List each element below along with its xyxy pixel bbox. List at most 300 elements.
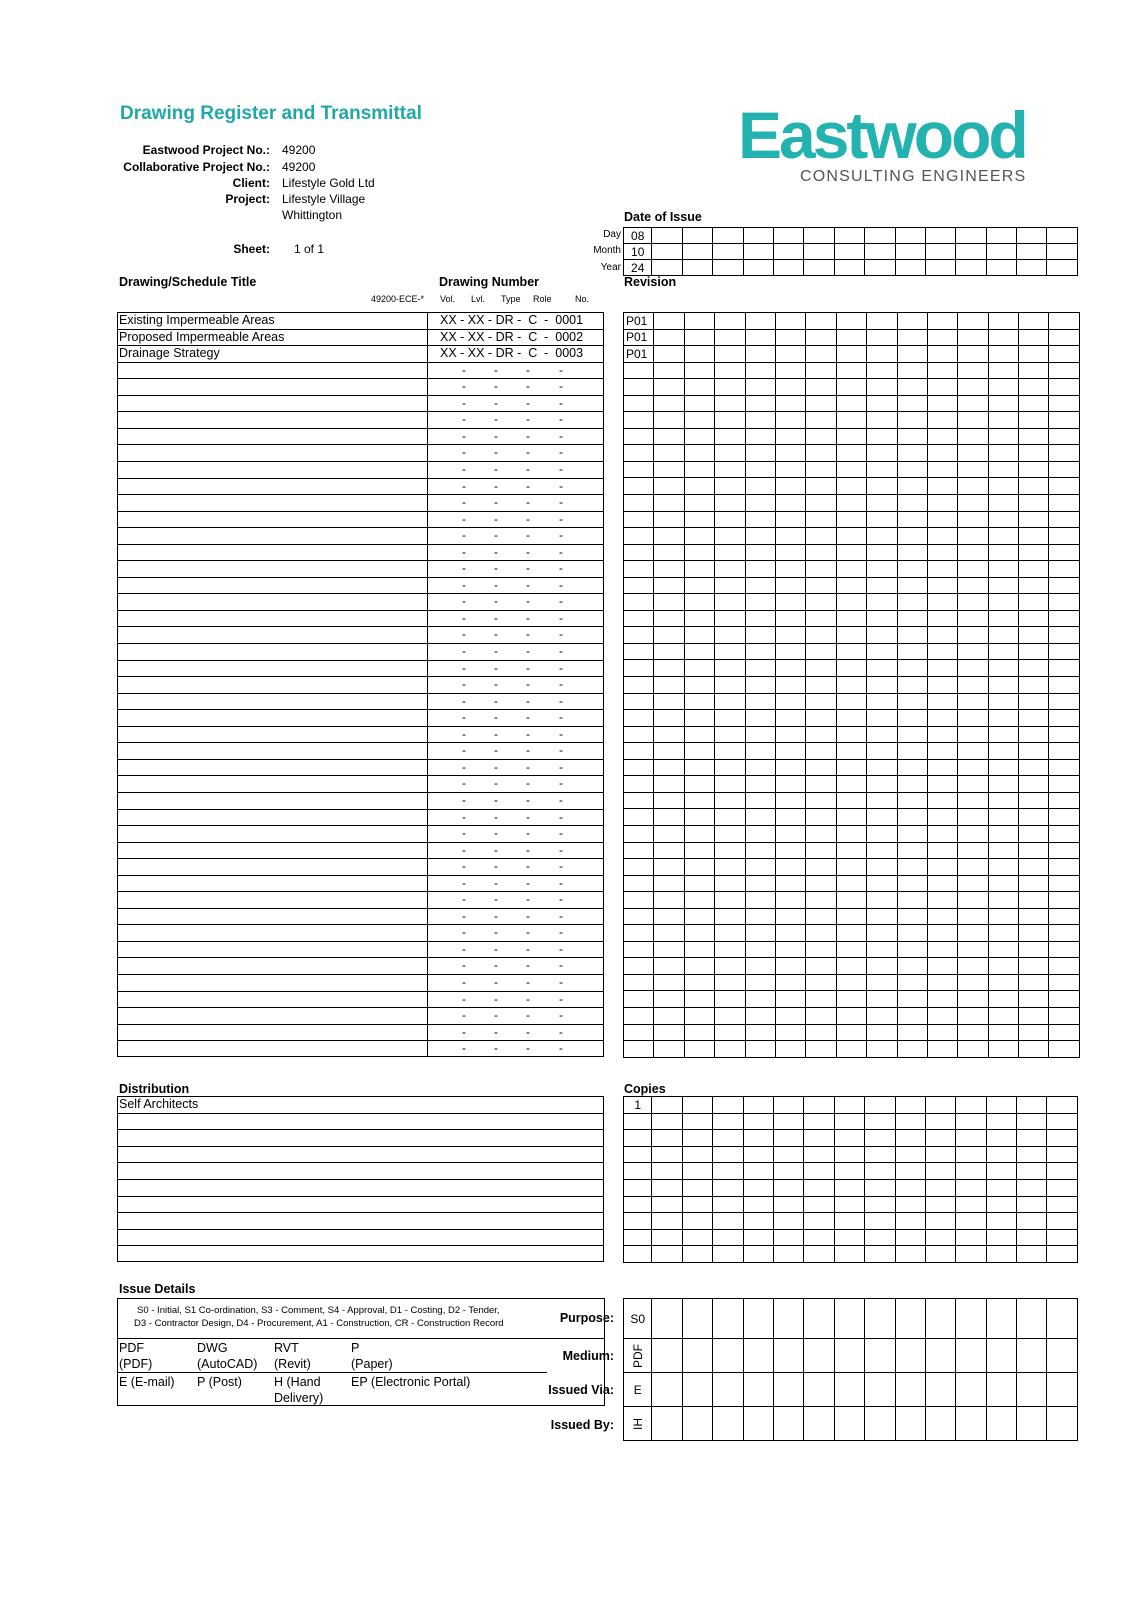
revisionGrid-cell xyxy=(1049,1007,1079,1024)
revisionGrid-cell xyxy=(867,362,897,379)
revisionGrid-cell xyxy=(624,792,654,809)
copiesGrid-cell xyxy=(773,1163,803,1180)
revisionGrid-cell xyxy=(775,561,805,578)
drawing-number-separator: - xyxy=(462,925,466,940)
issueGrid-cell xyxy=(925,1299,955,1339)
revisionGrid-cell xyxy=(897,941,927,958)
revisionGrid-cell xyxy=(806,313,836,330)
revisionGrid-cell xyxy=(1049,610,1079,627)
revisionGrid-cell xyxy=(958,710,988,727)
dateGrid-cell xyxy=(682,260,712,276)
revisionGrid-cell xyxy=(745,594,775,611)
revisionGrid-cell xyxy=(1019,594,1049,611)
revisionGrid-cell xyxy=(654,412,684,429)
copiesGrid-cell xyxy=(925,1229,955,1246)
revisionGrid-cell xyxy=(988,743,1018,760)
copiesGrid-cell xyxy=(834,1163,864,1180)
dateGrid-cell xyxy=(1047,260,1077,276)
dateGrid-cell xyxy=(652,260,682,276)
revisionGrid-cell xyxy=(867,478,897,495)
issueGrid-cell xyxy=(895,1299,925,1339)
revisionGrid-cell xyxy=(927,412,957,429)
revisionGrid-cell xyxy=(806,974,836,991)
issueGrid-cell xyxy=(1017,1373,1047,1407)
drawing-number-separator: - xyxy=(494,461,498,476)
revisionGrid-cell xyxy=(867,743,897,760)
revisionGrid-cell xyxy=(927,544,957,561)
revisionGrid-cell xyxy=(806,991,836,1008)
revisionGrid-cell xyxy=(624,958,654,975)
drawing-number-separator: - xyxy=(494,908,498,923)
revisionGrid-cell xyxy=(624,445,654,462)
revisionGrid-cell xyxy=(715,610,745,627)
revisionGrid-cell xyxy=(1049,726,1079,743)
drawing-number-separator: - xyxy=(526,726,530,741)
drawing-number-separator: - xyxy=(494,610,498,625)
copiesGrid-cell xyxy=(713,1213,743,1230)
drawing-number-separator: - xyxy=(559,445,563,460)
revisionGrid-cell xyxy=(715,495,745,512)
drawing-number-separator: - xyxy=(559,395,563,410)
drawing-number-separator: - xyxy=(462,859,466,874)
revisionGrid-cell xyxy=(654,627,684,644)
revisionGrid-cell xyxy=(927,610,957,627)
revisionGrid-cell xyxy=(775,1041,805,1058)
revisionGrid-cell xyxy=(897,346,927,363)
revisionGrid-cell xyxy=(867,759,897,776)
revisionGrid-cell xyxy=(988,776,1018,793)
revisionGrid-cell xyxy=(927,941,957,958)
revisionGrid-cell xyxy=(654,776,684,793)
revisionGrid-cell xyxy=(806,379,836,396)
drawing-number-separator: - xyxy=(494,677,498,692)
revisionGrid-cell xyxy=(775,1007,805,1024)
revisionGrid-cell xyxy=(654,528,684,545)
issueGrid-cell xyxy=(743,1407,773,1441)
revisionGrid-cell xyxy=(867,544,897,561)
revisionGrid-cell xyxy=(745,743,775,760)
revisionGrid-cell xyxy=(684,825,714,842)
revisionGrid-cell xyxy=(988,610,1018,627)
revisionGrid-cell xyxy=(897,743,927,760)
drawing-number-separator: - xyxy=(494,693,498,708)
revisionGrid-cell xyxy=(867,412,897,429)
drawing-number-separator: - xyxy=(494,941,498,956)
drawing-number-separator: - xyxy=(494,892,498,907)
revisionGrid-cell xyxy=(806,561,836,578)
revisionGrid-cell xyxy=(1019,445,1049,462)
revisionGrid-cell xyxy=(988,825,1018,842)
dateGrid-cell xyxy=(804,244,834,260)
revisionGrid-cell xyxy=(745,776,775,793)
revision-header: Revision xyxy=(624,275,677,289)
dateGrid-cell xyxy=(682,244,712,260)
medium-code-paper: P xyxy=(351,1341,360,1355)
issueGrid-cell xyxy=(986,1299,1016,1339)
copiesGrid-cell xyxy=(773,1246,803,1263)
revisionGrid-cell xyxy=(1019,908,1049,925)
revisionGrid-cell xyxy=(1049,974,1079,991)
copiesGrid-cell xyxy=(624,1097,652,1114)
copiesGrid-cell xyxy=(865,1229,895,1246)
copiesGrid-cell xyxy=(652,1179,682,1196)
revisionGrid-cell xyxy=(715,329,745,346)
issueGrid-cell xyxy=(1047,1339,1077,1373)
issueGrid-cell xyxy=(624,1339,652,1373)
revisionGrid-cell xyxy=(745,792,775,809)
drawing-number-separator: - xyxy=(526,826,530,841)
drawing-number-separator: - xyxy=(494,561,498,576)
revisionGrid-cell xyxy=(958,693,988,710)
revisionGrid-value: P01 xyxy=(626,313,648,328)
revisionGrid-cell xyxy=(715,908,745,925)
issueGrid-cell xyxy=(865,1373,895,1407)
revisionGrid-cell xyxy=(684,313,714,330)
revisionGrid-cell xyxy=(927,792,957,809)
dateGrid-cell xyxy=(1047,228,1077,244)
revisionGrid-cell xyxy=(715,677,745,694)
drawing-number-separator: - xyxy=(462,958,466,973)
issueGrid-cell xyxy=(834,1407,864,1441)
revisionGrid-cell xyxy=(897,792,927,809)
revisionGrid-cell xyxy=(988,495,1018,512)
revisionGrid-cell xyxy=(988,974,1018,991)
revisionGrid-cell xyxy=(624,892,654,909)
revisionGrid-cell xyxy=(684,958,714,975)
revisionGrid-cell xyxy=(836,643,866,660)
dateGrid-cell xyxy=(624,228,652,244)
revisionGrid-cell xyxy=(897,379,927,396)
revisionGrid-cell xyxy=(745,726,775,743)
copiesGrid-cell xyxy=(652,1213,682,1230)
issueGrid-cell xyxy=(895,1339,925,1373)
drawing-number-separator: - xyxy=(494,809,498,824)
revisionGrid-cell xyxy=(958,925,988,942)
revisionGrid-cell xyxy=(624,627,654,644)
copiesGrid-cell xyxy=(865,1163,895,1180)
revisionGrid-cell xyxy=(958,1041,988,1058)
revisionGrid-cell xyxy=(1019,809,1049,826)
drawing-number-separator: - xyxy=(526,379,530,394)
copiesGrid-cell xyxy=(1017,1229,1047,1246)
revisionGrid-cell xyxy=(806,677,836,694)
drawing-number-separator: - xyxy=(559,511,563,526)
revisionGrid-cell xyxy=(867,726,897,743)
copiesGrid-cell xyxy=(713,1229,743,1246)
revisionGrid-cell xyxy=(684,544,714,561)
revisionGrid-cell xyxy=(867,958,897,975)
revisionGrid-cell xyxy=(684,792,714,809)
revisionGrid-cell xyxy=(988,313,1018,330)
drawing-title: Drainage Strategy xyxy=(119,346,220,361)
revisionGrid-cell xyxy=(654,577,684,594)
drawing-number-separator: - xyxy=(494,379,498,394)
revisionGrid-cell xyxy=(897,495,927,512)
revisionGrid-cell xyxy=(1049,461,1079,478)
revisionGrid-cell xyxy=(927,908,957,925)
revisionGrid-cell xyxy=(775,743,805,760)
revisionGrid-cell xyxy=(654,875,684,892)
revisionGrid-cell xyxy=(654,908,684,925)
revisionGrid-cell xyxy=(927,892,957,909)
revisionGrid-cell xyxy=(775,610,805,627)
revisionGrid-cell xyxy=(775,991,805,1008)
revisionGrid-cell xyxy=(715,577,745,594)
revisionGrid-cell xyxy=(715,528,745,545)
revisionGrid-cell xyxy=(897,892,927,909)
revisionGrid-cell xyxy=(684,379,714,396)
revisionGrid-cell xyxy=(927,677,957,694)
copiesGrid-cell xyxy=(1047,1196,1077,1213)
revisionGrid-cell xyxy=(897,925,927,942)
dateGrid-cell xyxy=(713,244,743,260)
revisionGrid-cell xyxy=(836,776,866,793)
project-value: Lifestyle Village xyxy=(282,192,366,206)
revisionGrid-cell xyxy=(624,809,654,826)
drawing-number-separator: - xyxy=(526,975,530,989)
year-label: Year xyxy=(600,262,621,273)
revisionGrid-cell xyxy=(775,1024,805,1041)
revisionGrid-cell xyxy=(745,627,775,644)
revisionGrid-cell xyxy=(1019,1007,1049,1024)
revisionGrid-cell xyxy=(958,825,988,842)
revisionGrid-cell xyxy=(806,743,836,760)
revisionGrid-cell xyxy=(654,329,684,346)
revisionGrid-cell xyxy=(958,362,988,379)
revisionGrid-cell xyxy=(715,412,745,429)
drawing-number-separator: - xyxy=(526,710,530,725)
revisionGrid-cell xyxy=(654,362,684,379)
copiesGrid-cell xyxy=(743,1130,773,1147)
dateGrid-cell xyxy=(773,244,803,260)
revisionGrid-cell xyxy=(654,726,684,743)
revisionGrid-cell xyxy=(897,710,927,727)
copiesGrid-cell xyxy=(986,1146,1016,1163)
drawing-number-separator: - xyxy=(526,561,530,576)
revisionGrid-cell xyxy=(836,495,866,512)
copiesGrid-cell xyxy=(1047,1097,1077,1114)
dateGrid-cell xyxy=(925,228,955,244)
medium-code-rvt: RVT xyxy=(274,1341,299,1355)
revisionGrid-cell xyxy=(1019,395,1049,412)
copiesGrid-cell xyxy=(713,1179,743,1196)
revisionGrid-cell xyxy=(958,842,988,859)
revisionGrid-cell xyxy=(806,825,836,842)
drawing-number-separator: - xyxy=(494,660,498,675)
revisionGrid-cell xyxy=(745,495,775,512)
copiesGrid-cell xyxy=(682,1229,712,1246)
revisionGrid-cell xyxy=(897,726,927,743)
revisionGrid-cell xyxy=(897,1007,927,1024)
revisionGrid-cell xyxy=(1049,544,1079,561)
drawing-number-separator: - xyxy=(559,528,563,543)
subheader-vol: Vol. xyxy=(440,294,456,304)
revisionGrid-cell xyxy=(806,1024,836,1041)
revisionGrid-cell xyxy=(806,875,836,892)
revisionGrid-cell xyxy=(624,428,654,445)
revisionGrid-cell xyxy=(927,825,957,842)
revisionGrid-cell xyxy=(836,974,866,991)
copiesGrid-cell xyxy=(682,1246,712,1263)
revisionGrid-cell xyxy=(988,445,1018,462)
dateGrid-cell xyxy=(956,244,986,260)
revisionGrid-cell xyxy=(927,528,957,545)
revisionGrid-cell xyxy=(654,395,684,412)
revisionGrid-value: P01 xyxy=(626,346,648,361)
revisionGrid-cell xyxy=(1019,1024,1049,1041)
revisionGrid-cell xyxy=(684,710,714,727)
revisionGrid-cell xyxy=(988,379,1018,396)
revisionGrid-cell xyxy=(1019,892,1049,909)
revisionGrid-cell xyxy=(1019,561,1049,578)
drawing-number-separator: - xyxy=(462,610,466,625)
drawing-number-separator: - xyxy=(494,428,498,443)
revisionGrid-cell xyxy=(745,346,775,363)
copiesGrid-cell xyxy=(773,1213,803,1230)
drawing-number-separator: - xyxy=(462,842,466,857)
copiesGrid-cell xyxy=(865,1213,895,1230)
revisionGrid-cell xyxy=(684,892,714,909)
drawing-number-separator: - xyxy=(559,1024,563,1039)
copiesGrid-cell xyxy=(956,1246,986,1263)
distribution-label: Distribution xyxy=(119,1082,190,1096)
issueGrid-cell xyxy=(652,1339,682,1373)
issueGrid-cell xyxy=(743,1339,773,1373)
revisionGrid-cell xyxy=(836,528,866,545)
copiesGrid-cell xyxy=(682,1213,712,1230)
revisionGrid-cell xyxy=(1049,693,1079,710)
revisionGrid-cell xyxy=(806,495,836,512)
revisionGrid-cell xyxy=(1049,594,1079,611)
revisionGrid-cell xyxy=(654,594,684,611)
revisionGrid-cell xyxy=(775,577,805,594)
drawing-number-separator: - xyxy=(462,991,466,1006)
subheader-role: Role xyxy=(533,294,552,304)
revisionGrid-cell xyxy=(927,643,957,660)
revisionGrid-cell xyxy=(988,329,1018,346)
copiesGrid-cell xyxy=(713,1113,743,1130)
revisionGrid-cell xyxy=(1019,511,1049,528)
revisionGrid-cell xyxy=(988,859,1018,876)
revisionGrid-cell xyxy=(867,346,897,363)
drawing-number-separator: - xyxy=(494,743,498,758)
revisionGrid-cell xyxy=(715,792,745,809)
copiesGrid-cell xyxy=(895,1097,925,1114)
revisionGrid-cell xyxy=(715,958,745,975)
revisionGrid-cell xyxy=(775,726,805,743)
revisionGrid-cell xyxy=(806,710,836,727)
revisionGrid-cell xyxy=(897,693,927,710)
copiesGrid-cell xyxy=(713,1163,743,1180)
revisionGrid-cell xyxy=(715,809,745,826)
issueGrid-cell xyxy=(1017,1407,1047,1441)
revisionGrid-cell xyxy=(624,726,654,743)
dateGrid-cell xyxy=(1017,260,1047,276)
drawing-number-separator: - xyxy=(494,792,498,807)
sheet-label: Sheet: xyxy=(233,242,270,256)
revisionGrid-cell xyxy=(775,875,805,892)
revisionGrid-cell xyxy=(897,677,927,694)
revisionGrid-cell xyxy=(836,412,866,429)
revisionGrid-cell xyxy=(867,809,897,826)
copiesGrid-cell xyxy=(865,1179,895,1196)
revisionGrid-cell xyxy=(988,759,1018,776)
copiesGrid-cell xyxy=(925,1196,955,1213)
revisionGrid-cell xyxy=(836,346,866,363)
revisionGrid-cell xyxy=(775,428,805,445)
drawing-number-separator: - xyxy=(494,875,498,890)
revisionGrid-cell xyxy=(958,792,988,809)
revisionGrid-cell xyxy=(958,461,988,478)
revisionGrid-cell xyxy=(715,379,745,396)
revisionGrid-cell xyxy=(867,1007,897,1024)
revisionGrid-cell xyxy=(867,313,897,330)
revisionGrid-cell xyxy=(988,693,1018,710)
revisionGrid-cell xyxy=(867,792,897,809)
copiesGrid-cell xyxy=(865,1196,895,1213)
revisionGrid-cell xyxy=(715,428,745,445)
revisionGrid-cell xyxy=(745,677,775,694)
revisionGrid-cell xyxy=(624,974,654,991)
medium-code-pdf: PDF xyxy=(119,1341,144,1355)
revisionGrid-cell xyxy=(745,1041,775,1058)
revisionGrid-cell xyxy=(867,925,897,942)
revisionGrid-cell xyxy=(745,412,775,429)
copiesGrid-cell xyxy=(624,1213,652,1230)
revisionGrid-cell xyxy=(836,925,866,942)
revisionGrid-cell xyxy=(684,1024,714,1041)
revisionGrid-cell xyxy=(897,974,927,991)
revisionGrid-cell xyxy=(867,461,897,478)
revisionGrid-cell xyxy=(958,329,988,346)
copiesGrid-cell xyxy=(925,1179,955,1196)
revisionGrid-cell xyxy=(806,941,836,958)
copiesGrid-cell xyxy=(773,1179,803,1196)
revisionGrid-cell xyxy=(836,627,866,644)
drawing-number-separator: - xyxy=(494,577,498,592)
drawing-number-separator: - xyxy=(526,660,530,675)
drawing-number-separator: - xyxy=(462,1041,466,1056)
revisionGrid-cell xyxy=(775,660,805,677)
revisionGrid-cell xyxy=(684,461,714,478)
revisionGrid-cell xyxy=(684,329,714,346)
revisionGrid-cell xyxy=(1019,776,1049,793)
subheader-lvl: Lvl. xyxy=(471,294,486,304)
revisionGrid-cell xyxy=(897,859,927,876)
drawing-number-separator: - xyxy=(462,941,466,956)
dateGrid-cell xyxy=(713,260,743,276)
dateGrid-cell xyxy=(986,260,1016,276)
copiesGrid-cell xyxy=(865,1113,895,1130)
copiesGrid-cell xyxy=(804,1097,834,1114)
project-no-label: Eastwood Project No.: xyxy=(142,143,270,157)
copiesGrid-cell xyxy=(624,1196,652,1213)
revisionGrid-cell xyxy=(775,677,805,694)
revisionGrid-cell xyxy=(1019,792,1049,809)
revisionGrid-cell xyxy=(927,958,957,975)
drawing-number-separator: - xyxy=(526,908,530,923)
copiesGrid-cell xyxy=(652,1229,682,1246)
revisionGrid-cell xyxy=(684,925,714,942)
revisionGrid-cell xyxy=(897,809,927,826)
revisionGrid-cell xyxy=(988,478,1018,495)
revisionGrid-cell xyxy=(1019,759,1049,776)
drawing-number-separator: - xyxy=(462,362,466,377)
revisionGrid-cell xyxy=(715,842,745,859)
revisionGrid-cell xyxy=(958,379,988,396)
revisionGrid-cell xyxy=(897,412,927,429)
issueGrid-cell xyxy=(865,1407,895,1441)
